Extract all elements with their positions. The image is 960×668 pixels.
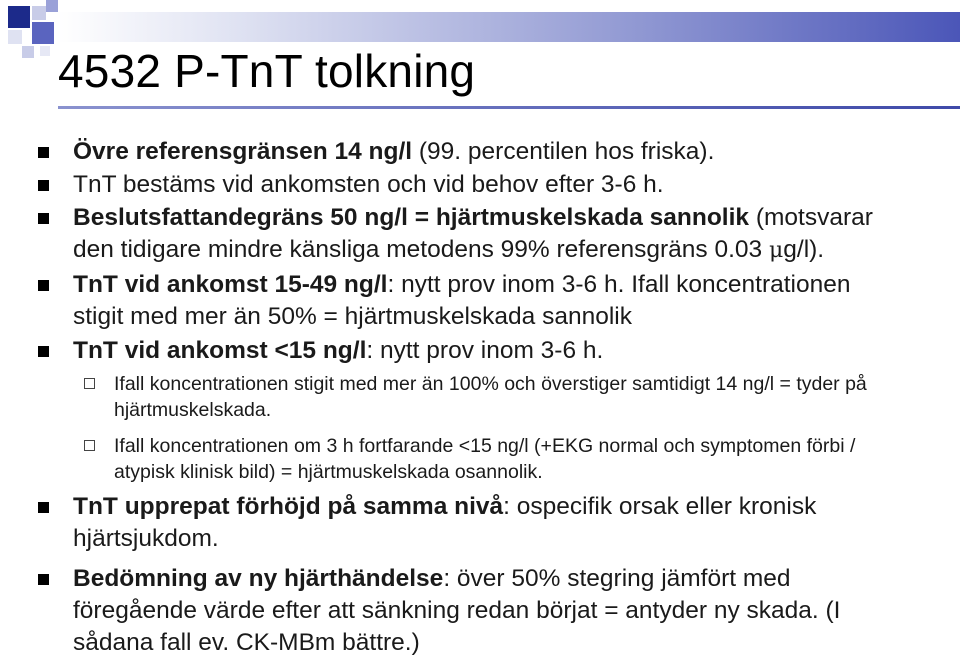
bullet-bold-text: TnT vid ankomst 15-49 ng/l bbox=[73, 271, 388, 298]
bullet-text: : nytt prov inom 3-6 h. bbox=[366, 337, 604, 364]
slide-title: 4532 P-TnT tolkning bbox=[58, 45, 476, 97]
bullet-bold-text: Övre referensgränsen 14 ng/l bbox=[73, 138, 413, 165]
square-bullet-icon bbox=[38, 346, 49, 357]
bullet-item bbox=[0, 491, 960, 555]
square-bullet-icon bbox=[38, 280, 49, 291]
bullet-item bbox=[0, 202, 960, 267]
square-bullet-icon bbox=[38, 574, 49, 585]
bullet-text: (99. percentilen hos friska). bbox=[412, 138, 715, 165]
bullet-text: (motsvarar den tidigare mindre känsliga metodens 99% referensgräns 0.03 bbox=[73, 204, 873, 263]
sub-bullet-item bbox=[0, 371, 960, 423]
hollow-square-bullet-icon bbox=[84, 378, 95, 389]
slide-body bbox=[0, 136, 960, 659]
bullet-item bbox=[0, 169, 960, 201]
square-bullet-icon bbox=[38, 147, 49, 158]
bullet-text: : nytt prov inom 3-6 h. Ifall koncentrationen stigit med mer än 50% = hjärtmuskelskada sannolik bbox=[73, 271, 851, 330]
bullet-bold-text: TnT upprepat förhöjd på samma nivå bbox=[73, 493, 504, 520]
bullet-item bbox=[0, 136, 960, 168]
square-bullet-icon bbox=[38, 502, 49, 513]
bullet-text: : över 50% stegring jämfört med föregående värde efter att sänkning redan börjat = antyder ny skada. (I sådana fall ev. CK-MBm bättre.) bbox=[73, 565, 841, 656]
sub-bullet-text: Ifall koncentrationen om 3 h fortfarande <15 ng/l (+EKG normal och symptomen förbi / atypisk klinisk bild) = hjärtmuskelskada osannolik. bbox=[114, 435, 856, 483]
bullet-text: TnT bestäms vid ankomsten och vid behov efter 3-6 h. bbox=[73, 171, 664, 198]
mu-symbol: μ bbox=[768, 238, 784, 263]
bullet-item bbox=[0, 563, 960, 659]
bullet-bold-text: TnT vid ankomst <15 ng/l bbox=[73, 337, 367, 364]
bullet-text: : ospecifik orsak eller kronisk hjärtsjukdom. bbox=[73, 493, 817, 552]
square-bullet-icon bbox=[38, 213, 49, 224]
bullet-item bbox=[0, 335, 960, 367]
bullet-bold-text: Bedömning av ny hjärthändelse bbox=[73, 565, 444, 592]
hollow-square-bullet-icon bbox=[84, 440, 95, 451]
sub-bullet-text: Ifall koncentrationen stigit med mer än 100% och överstiger samtidigt 14 ng/l = tyder på hjärtmuskelskada. bbox=[114, 373, 867, 421]
header-gradient-bar bbox=[58, 12, 960, 42]
bullet-item bbox=[0, 269, 960, 333]
title-divider bbox=[58, 106, 960, 109]
square-bullet-icon bbox=[38, 180, 49, 191]
bullet-text: g/l). bbox=[783, 236, 825, 263]
bullet-bold-text: Beslutsfattandegräns 50 ng/l = hjärtmuskelskada sannolik bbox=[73, 204, 750, 231]
sub-bullet-item bbox=[0, 433, 960, 485]
